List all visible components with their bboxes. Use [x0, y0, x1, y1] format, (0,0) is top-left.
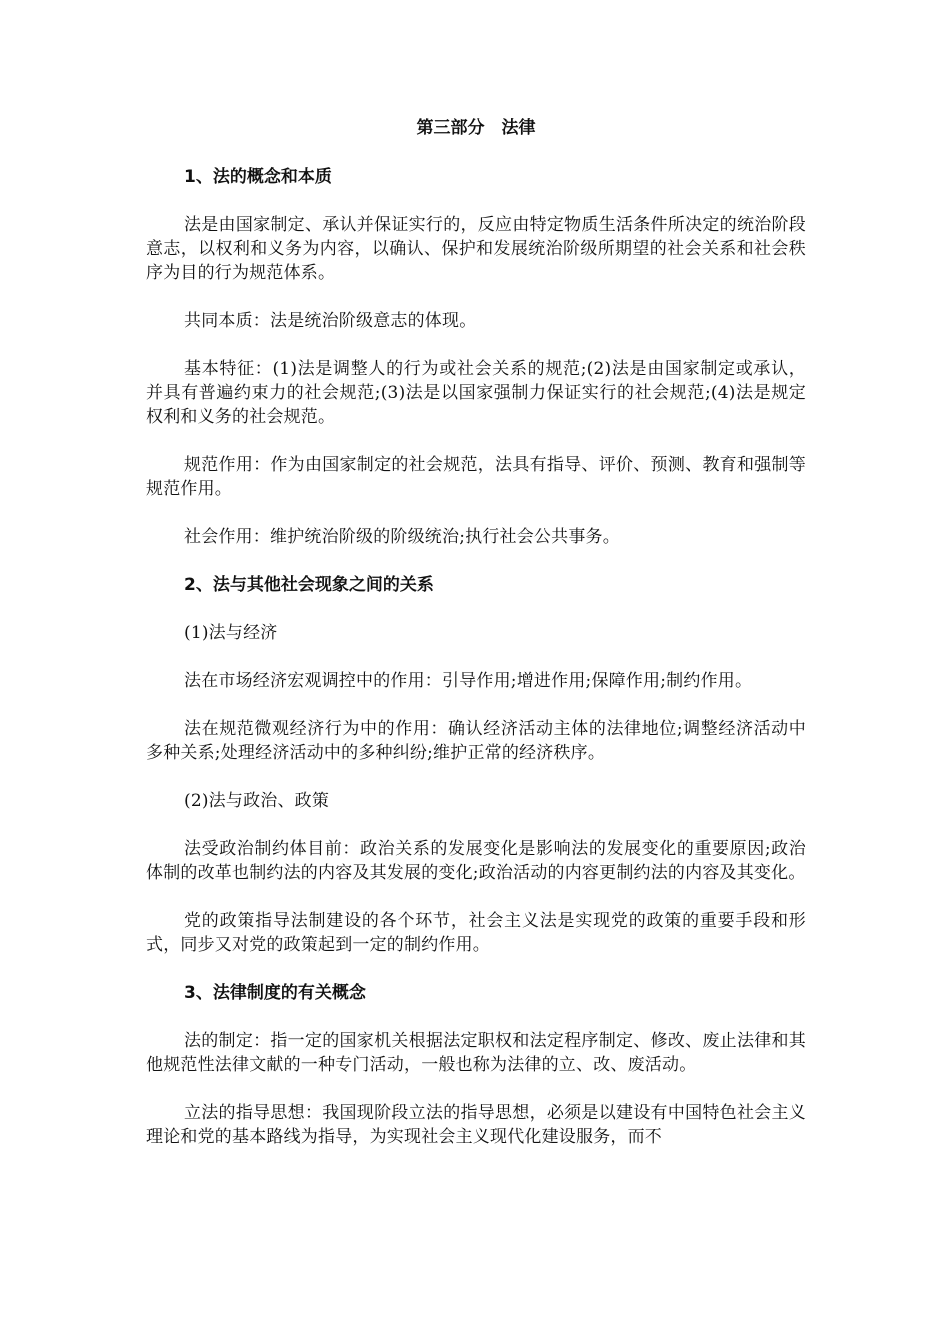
document-body: [146, 116, 806, 1149]
section-heading: 3、法律制度的有关概念: [184, 983, 366, 1003]
body-paragraph: 规范作用：作为由国家制定的社会规范，法具有指导、评价、预测、教育和强制等规范作用。: [146, 455, 806, 499]
body-paragraph: 立法的指导思想：我国现阶段立法的指导思想，必须是以建设有中国特色社会主义理论和党的基本路线为指导，为实现社会主义现代化建设服务，而不: [146, 1103, 806, 1147]
body-paragraph: (1)法与经济: [184, 623, 278, 643]
body-paragraph: 法在市场经济宏观调控中的作用：引导作用;增进作用;保障作用;制约作用。: [184, 671, 753, 691]
body-paragraph: 法是由国家制定、承认并保证实行的，反应由特定物质生活条件所决定的统治阶段意志，以权利和义务为内容，以确认、保护和发展统治阶级所期望的社会关系和社会秩序为目的行为规范体系。: [146, 215, 806, 283]
body-paragraph: 法受政治制约体目前：政治关系的发展变化是影响法的发展变化的重要原因;政治体制的改革也制约法的内容及其发展的变化;政治活动的内容更制约法的内容及其变化。: [146, 839, 806, 883]
body-paragraph: 法在规范微观经济行为中的作用：确认经济活动主体的法律地位;调整经济活动中多种关系;处理经济活动中的多种纠纷;维护正常的经济秩序。: [146, 719, 806, 763]
body-paragraph: 党的政策指导法制建设的各个环节，社会主义法是实现党的政策的重要手段和形式，同步又对党的政策起到一定的制约作用。: [146, 911, 806, 955]
page-title: 第三部分 法律: [416, 118, 536, 138]
section-heading: 2、法与其他社会现象之间的关系: [184, 575, 434, 595]
body-paragraph: 基本特征：(1)法是调整人的行为或社会关系的规范;(2)法是由国家制定或承认，并具有普遍约束力的社会规范;(3)法是以国家强制力保证实行的社会规范;(4)法是规定权利和义务的社会规范。: [146, 359, 806, 427]
body-paragraph: 共同本质：法是统治阶级意志的体现。: [184, 311, 477, 331]
body-paragraph: 法的制定：指一定的国家机关根据法定职权和法定程序制定、修改、废止法律和其他规范性法律文献的一种专门活动，一般也称为法律的立、改、废活动。: [146, 1031, 806, 1075]
body-paragraph: (2)法与政治、政策: [184, 791, 330, 811]
body-paragraph: 社会作用：维护统治阶级的阶级统治;执行社会公共事务。: [184, 527, 620, 547]
section-heading: 1、法的概念和本质: [184, 167, 332, 187]
